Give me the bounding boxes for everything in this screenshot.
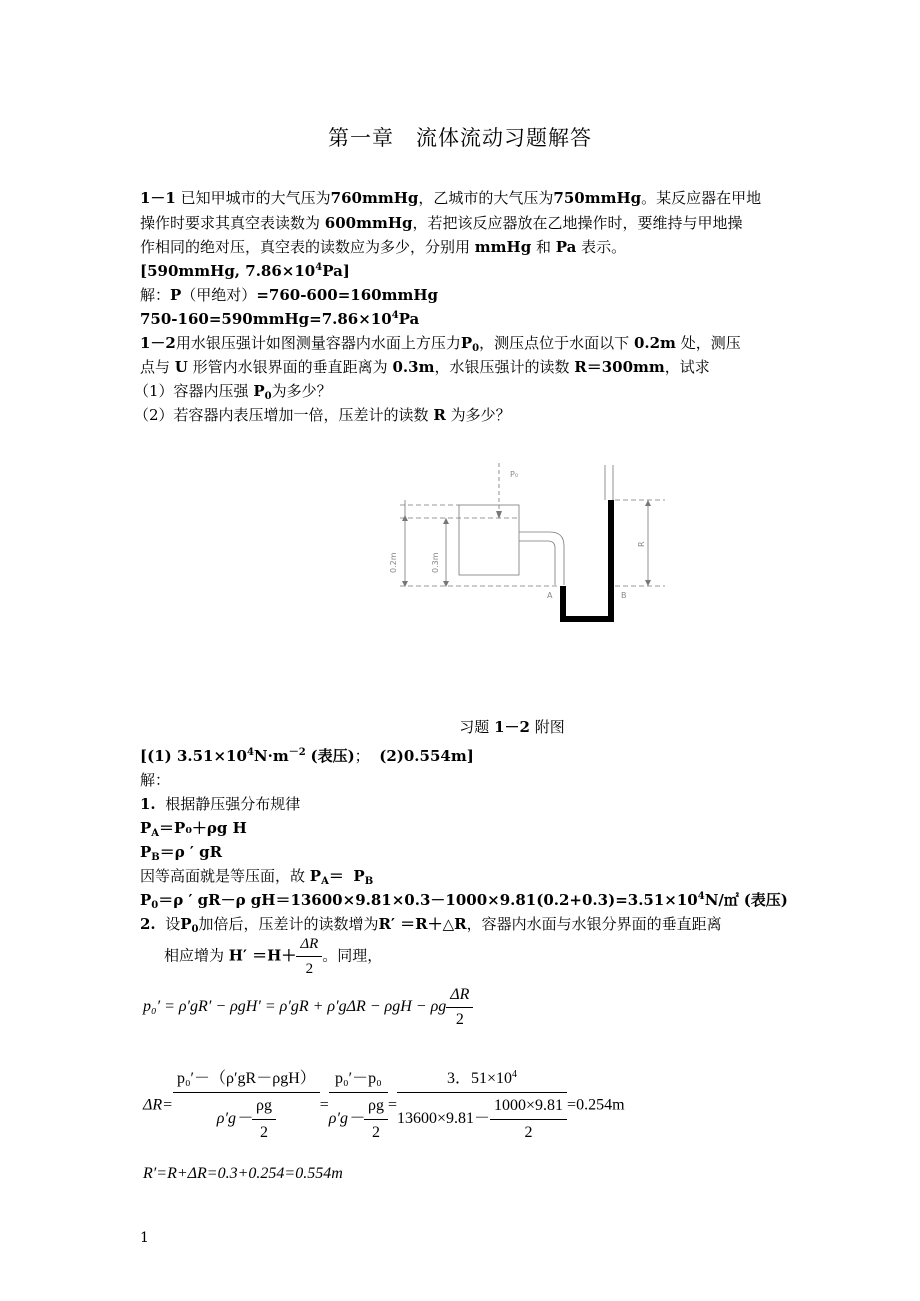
- text: Pa]: [322, 262, 350, 280]
- solution-label: 解：: [140, 286, 171, 304]
- text: P: [253, 382, 265, 400]
- text: ，若把该反应器放在乙地操作时，要维持与甲地操: [412, 214, 743, 232]
- value: 760mmHg: [330, 189, 419, 207]
- text: (表压): [743, 891, 788, 909]
- text: ＝ρ ′ gR－ρ gH＝13600×9.81×0.3－1000×9.81(0.2+0.3)=3.51×10: [158, 891, 698, 909]
- text: 习题: [459, 718, 490, 736]
- text: (表压): [310, 747, 355, 765]
- equation-r-prime: [143, 1165, 343, 1183]
- text: p₀′ = ρ′gR′ − ρgH′ = ρ′gR + ρ′gΔR − ρgH − ρg: [143, 998, 447, 1016]
- step-number: 2.: [140, 915, 156, 933]
- solution-1-1-line2: [140, 307, 780, 331]
- problem-number: 1－1: [140, 189, 176, 207]
- text: 750-160=590mmHg=7.86×10: [140, 310, 392, 328]
- text: 因等高面就是等压面，故: [140, 867, 306, 885]
- solution-1-1-line1: [140, 283, 780, 307]
- problem-1-1-line1: [140, 186, 780, 210]
- fraction: [446, 985, 473, 1030]
- text: 根据静压强分布规律: [165, 795, 301, 813]
- text: P: [140, 819, 152, 837]
- denominator: ρ′g－: [216, 1110, 252, 1128]
- numerator: 1000×9.81: [490, 1095, 567, 1120]
- problem-1-2-answer: [140, 744, 780, 768]
- numerator: ρg: [252, 1095, 276, 1120]
- pipe-upper: [519, 532, 564, 585]
- solution-step-1: [140, 792, 780, 816]
- text: Pa: [398, 310, 420, 328]
- subscript: A: [151, 828, 160, 839]
- text: ，乙城市的大气压为: [418, 189, 554, 207]
- text: U: [174, 358, 188, 376]
- mercury-u-tube: [560, 500, 614, 622]
- exponent: －2: [288, 747, 306, 758]
- value: Pa: [555, 238, 577, 256]
- label-B: B: [621, 591, 627, 600]
- equation-delta-r: [143, 1068, 625, 1144]
- mercury-bottom: [560, 616, 614, 622]
- text: ＝: [328, 867, 344, 885]
- denominator: ρ′g－: [328, 1110, 364, 1128]
- page-number: 1: [140, 1230, 149, 1246]
- text: ＝P₀＋ρg H: [159, 819, 247, 837]
- text: 。某反应器在甲地: [641, 189, 762, 207]
- text: 设: [165, 915, 181, 933]
- numerator: ρg: [364, 1095, 388, 1120]
- tank: [459, 505, 519, 575]
- text: =: [319, 1096, 329, 1114]
- text: R′=R+ΔR=0.3+0.254=0.554m: [143, 1165, 343, 1182]
- exponent: 4: [697, 891, 705, 902]
- value: 750mmHg: [553, 189, 642, 207]
- numerator: 3．51×10: [447, 1070, 513, 1087]
- fraction-1: [173, 1068, 320, 1144]
- value: mmHg: [474, 238, 532, 256]
- text: R′ ＝R＋△R: [378, 915, 467, 933]
- denominator: 13600×9.81－: [396, 1110, 491, 1128]
- label-0-2m: 0.2m: [389, 552, 398, 573]
- text: =0.254m: [567, 1096, 625, 1114]
- problem-number: 1－2: [140, 334, 176, 352]
- text: ；: [354, 747, 370, 765]
- text: [(1) 3.51×10: [140, 747, 247, 765]
- text: P: [140, 843, 152, 861]
- problem-1-2-line1: [140, 331, 780, 355]
- numerator: ΔR: [296, 934, 322, 957]
- manometer-figure: [380, 455, 680, 635]
- text: 作相同的绝对压，真空表的读数应为多少，分别用: [140, 238, 471, 256]
- numerator: p₀′－p₀: [329, 1068, 388, 1093]
- figure-caption: [0, 716, 920, 737]
- text: [590mmHg, 7.86×10: [140, 262, 316, 280]
- text: （2）若容器内表压增加一倍，压差计的读数: [134, 406, 429, 424]
- text: （1）容器内压强: [134, 382, 249, 400]
- label-R: R: [637, 541, 646, 547]
- equation-p0-prime: [143, 985, 473, 1030]
- value: 0.2m: [633, 334, 676, 352]
- value: R＝300mm: [574, 358, 665, 376]
- text: 为多少？: [450, 406, 511, 424]
- pb-equation: [140, 840, 780, 864]
- numerator: p₀′－（ρ′gR－ρgH）: [173, 1068, 320, 1093]
- delta-r-fraction: [296, 934, 322, 979]
- text: 用水银压强计如图测量容器内水面上方压力: [175, 334, 461, 352]
- text: P: [309, 867, 322, 885]
- label-p0: P₀: [510, 470, 519, 479]
- exponent: 4: [512, 1069, 518, 1080]
- text: 1－2: [494, 718, 530, 736]
- solution-1-2-label: [140, 768, 780, 792]
- text: 点与: [140, 358, 171, 376]
- fraction-2: [329, 1068, 388, 1144]
- subscript: 0: [151, 900, 159, 911]
- subscript: 0: [264, 391, 272, 402]
- label-0-3m: 0.3m: [431, 552, 440, 573]
- text: ，测压点位于水面以下: [479, 334, 630, 352]
- problem-1-1-line3: [140, 235, 780, 259]
- subscript: 0: [191, 924, 199, 935]
- text: （甲绝对）: [181, 286, 257, 304]
- exponent: 4: [391, 310, 399, 321]
- equal-pressure-line: [140, 864, 780, 888]
- denominator: 2: [259, 1124, 268, 1141]
- subscript: A: [321, 876, 329, 887]
- question-1: [134, 379, 774, 403]
- inner-fraction: [490, 1095, 567, 1144]
- label-A: A: [547, 591, 553, 600]
- solution-step-2-cont: [164, 934, 804, 979]
- fraction-3: [397, 1068, 567, 1144]
- text: 处，测压: [680, 334, 741, 352]
- text: 为多少？: [271, 382, 332, 400]
- text: 加倍后，压差计的读数增为: [198, 915, 379, 933]
- text: ，试求: [664, 358, 710, 376]
- inner-fraction: [252, 1095, 276, 1144]
- text: 表示。: [581, 238, 627, 256]
- text: 。同理，: [322, 946, 383, 965]
- problem-1-2-line2: [140, 355, 780, 379]
- text: P: [170, 286, 182, 304]
- text: 操作时要求其真空表读数为: [140, 214, 321, 232]
- text: R: [433, 406, 446, 424]
- value: 600mmHg: [324, 214, 413, 232]
- problem-1-1-line2: [140, 211, 780, 235]
- text: =760-600=160mmHg: [256, 286, 439, 304]
- text: ，容器内水面与水银分界面的垂直距离: [466, 915, 722, 933]
- text: ΔR=: [143, 1096, 173, 1114]
- step-number: 1.: [140, 795, 156, 813]
- numerator: ΔR: [446, 985, 473, 1008]
- text: 相应增为: [164, 946, 225, 965]
- text: ，水银压强计的读数: [434, 358, 570, 376]
- inner-fraction: [364, 1095, 388, 1144]
- text: ＝ρ ′ gR: [159, 843, 223, 861]
- denominator: 2: [455, 1011, 464, 1028]
- text: (2)0.554m]: [379, 747, 474, 765]
- text: P: [353, 867, 365, 885]
- chapter-title: 第一章 流体流动习题解答: [328, 126, 592, 150]
- p0-result-line: [140, 888, 788, 912]
- text: N·m: [253, 747, 289, 765]
- solution-label: 解：: [140, 771, 171, 789]
- subscript: B: [364, 876, 374, 887]
- denominator: 2: [305, 961, 314, 977]
- question-2: [134, 403, 774, 427]
- denominator: 2: [371, 1124, 380, 1141]
- text: P: [180, 915, 192, 933]
- mercury-right-leg: [608, 500, 614, 622]
- subscript: 0: [472, 343, 480, 354]
- text: 形管内水银界面的垂直距离为: [192, 358, 388, 376]
- text: =: [387, 1096, 397, 1114]
- subscript: B: [151, 852, 160, 863]
- text: P: [140, 891, 152, 909]
- text: P: [460, 334, 473, 352]
- text: 已知甲城市的大气压为: [180, 189, 331, 207]
- pa-equation: [140, 816, 780, 840]
- pipe-lower: [519, 541, 555, 585]
- exponent: 4: [315, 262, 323, 273]
- solution-step-2: [140, 912, 780, 936]
- problem-1-1-answer: [140, 259, 780, 283]
- text: H′ ＝H＋: [228, 946, 297, 965]
- text: 和: [535, 238, 551, 256]
- text: 附图: [534, 718, 565, 736]
- text: N/㎡: [704, 891, 739, 909]
- denominator: 2: [524, 1124, 533, 1141]
- value: 0.3m: [392, 358, 435, 376]
- exponent: 4: [246, 747, 254, 758]
